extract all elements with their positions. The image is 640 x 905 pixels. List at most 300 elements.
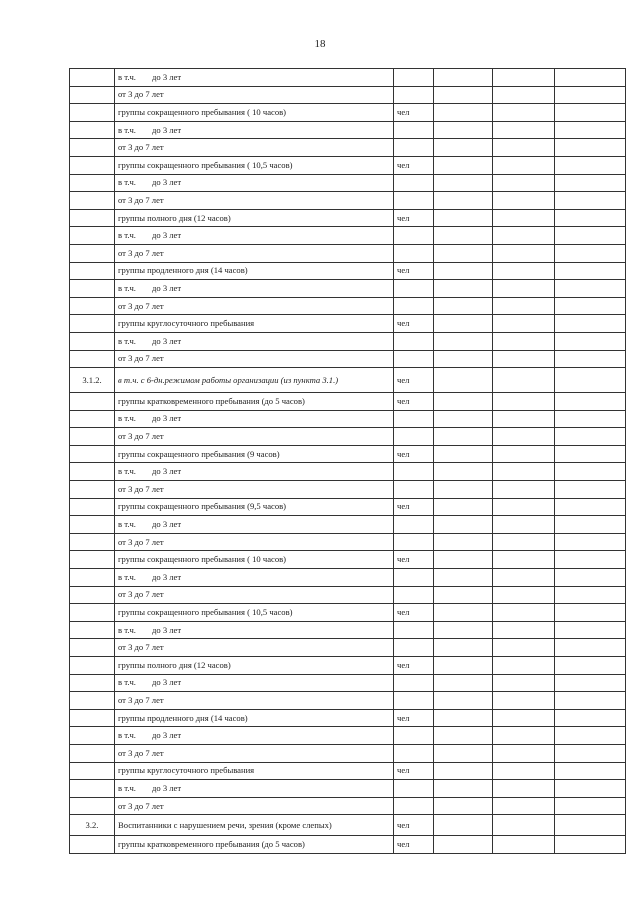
value-cell bbox=[555, 192, 626, 210]
unit-cell bbox=[394, 586, 434, 604]
unit-cell bbox=[394, 639, 434, 657]
indicator-cell: от 3 до 7 лет bbox=[115, 86, 394, 104]
indicator-cell bbox=[115, 121, 394, 139]
row-number-cell bbox=[70, 551, 115, 569]
unit-cell bbox=[394, 744, 434, 762]
value-cell bbox=[555, 604, 626, 622]
value-cell bbox=[555, 393, 626, 411]
row-number-cell bbox=[70, 463, 115, 481]
indicator-cell: группы сокращенного пребывания (9,5 часов) bbox=[115, 498, 394, 516]
value-cell bbox=[555, 280, 626, 298]
value-cell bbox=[493, 551, 555, 569]
row-number-cell bbox=[70, 297, 115, 315]
indicator-cell bbox=[115, 69, 394, 87]
report-table bbox=[69, 68, 626, 854]
unit-cell: чел bbox=[394, 836, 434, 854]
value-cell bbox=[555, 121, 626, 139]
value-cell bbox=[434, 445, 493, 463]
value-cell bbox=[493, 227, 555, 245]
indicator-cell: от 3 до 7 лет bbox=[115, 350, 394, 368]
including-label: в т.ч. bbox=[118, 413, 136, 424]
report-table-body bbox=[70, 69, 626, 854]
value-cell bbox=[434, 516, 493, 534]
value-cell bbox=[493, 262, 555, 280]
value-cell bbox=[493, 315, 555, 333]
value-cell bbox=[493, 498, 555, 516]
value-cell bbox=[434, 498, 493, 516]
value-cell bbox=[434, 836, 493, 854]
unit-cell: чел bbox=[394, 315, 434, 333]
value-cell bbox=[555, 621, 626, 639]
indicator-cell: Воспитанники с нарушением речи, зрения (кроме слепых) bbox=[115, 815, 394, 836]
value-cell bbox=[493, 586, 555, 604]
value-cell bbox=[434, 244, 493, 262]
including-label: в т.ч. bbox=[118, 677, 136, 688]
table-row bbox=[70, 280, 626, 298]
value-cell bbox=[493, 797, 555, 815]
including-label: в т.ч. bbox=[118, 230, 136, 241]
value-cell bbox=[555, 533, 626, 551]
value-cell bbox=[555, 639, 626, 657]
age-range-label: до 3 лет bbox=[152, 282, 182, 293]
indicator-cell: группы сокращенного пребывания (9 часов) bbox=[115, 445, 394, 463]
value-cell bbox=[555, 463, 626, 481]
value-cell bbox=[434, 227, 493, 245]
value-cell bbox=[493, 744, 555, 762]
unit-cell: чел bbox=[394, 393, 434, 411]
value-cell bbox=[434, 692, 493, 710]
value-cell bbox=[493, 368, 555, 393]
value-cell bbox=[434, 463, 493, 481]
value-cell bbox=[493, 481, 555, 499]
value-cell bbox=[434, 621, 493, 639]
row-number-cell bbox=[70, 727, 115, 745]
value-cell bbox=[555, 332, 626, 350]
value-cell bbox=[434, 815, 493, 836]
table-row bbox=[70, 692, 626, 710]
value-cell bbox=[493, 410, 555, 428]
indicator-cell: от 3 до 7 лет bbox=[115, 192, 394, 210]
indicator-cell: группы продленного дня (14 часов) bbox=[115, 262, 394, 280]
unit-cell bbox=[394, 280, 434, 298]
value-cell bbox=[555, 156, 626, 174]
row-number-cell bbox=[70, 780, 115, 798]
value-cell bbox=[493, 156, 555, 174]
value-cell bbox=[493, 244, 555, 262]
table-row bbox=[70, 104, 626, 122]
value-cell bbox=[434, 174, 493, 192]
including-label: в т.ч. bbox=[118, 71, 136, 82]
unit-cell bbox=[394, 227, 434, 245]
value-cell bbox=[555, 410, 626, 428]
row-number-cell bbox=[70, 315, 115, 333]
indicator-cell bbox=[115, 410, 394, 428]
table-row bbox=[70, 428, 626, 446]
row-number-cell bbox=[70, 156, 115, 174]
indicator-cell bbox=[115, 227, 394, 245]
value-cell bbox=[555, 209, 626, 227]
value-cell bbox=[555, 586, 626, 604]
indicator-cell: от 3 до 7 лет bbox=[115, 481, 394, 499]
table-row bbox=[70, 86, 626, 104]
unit-cell: чел bbox=[394, 368, 434, 393]
table-row bbox=[70, 657, 626, 675]
indicator-cell bbox=[115, 516, 394, 534]
row-number-cell bbox=[70, 350, 115, 368]
table-row bbox=[70, 709, 626, 727]
unit-cell: чел bbox=[394, 604, 434, 622]
table-row bbox=[70, 674, 626, 692]
table-row bbox=[70, 209, 626, 227]
age-range-label: до 3 лет bbox=[152, 677, 182, 688]
value-cell bbox=[434, 604, 493, 622]
unit-cell: чел bbox=[394, 445, 434, 463]
value-cell bbox=[555, 836, 626, 854]
table-row bbox=[70, 262, 626, 280]
unit-cell bbox=[394, 463, 434, 481]
including-label: в т.ч. bbox=[118, 282, 136, 293]
table-row bbox=[70, 463, 626, 481]
table-row bbox=[70, 445, 626, 463]
table-row bbox=[70, 551, 626, 569]
value-cell bbox=[555, 815, 626, 836]
indicator-cell: группы полного дня (12 часов) bbox=[115, 657, 394, 675]
row-number-cell bbox=[70, 709, 115, 727]
unit-cell bbox=[394, 727, 434, 745]
value-cell bbox=[555, 86, 626, 104]
including-label: в т.ч. bbox=[118, 624, 136, 635]
indicator-cell bbox=[115, 674, 394, 692]
table-row bbox=[70, 533, 626, 551]
table-row bbox=[70, 780, 626, 798]
age-range-label: до 3 лет bbox=[152, 124, 182, 135]
value-cell bbox=[555, 709, 626, 727]
value-cell bbox=[493, 463, 555, 481]
value-cell bbox=[493, 174, 555, 192]
value-cell bbox=[493, 350, 555, 368]
table-row bbox=[70, 121, 626, 139]
indicator-cell: группы полного дня (12 часов) bbox=[115, 209, 394, 227]
unit-cell bbox=[394, 69, 434, 87]
indicator-cell: группы круглосуточного пребывания bbox=[115, 762, 394, 780]
row-number-cell bbox=[70, 445, 115, 463]
value-cell bbox=[434, 192, 493, 210]
including-label: в т.ч. bbox=[118, 466, 136, 477]
value-cell bbox=[555, 139, 626, 157]
indicator-cell bbox=[115, 280, 394, 298]
value-cell bbox=[555, 262, 626, 280]
row-number-cell bbox=[70, 410, 115, 428]
table-row bbox=[70, 156, 626, 174]
unit-cell: чел bbox=[394, 262, 434, 280]
value-cell bbox=[434, 297, 493, 315]
unit-cell bbox=[394, 192, 434, 210]
table-row bbox=[70, 410, 626, 428]
indicator-cell bbox=[115, 174, 394, 192]
row-number-cell bbox=[70, 516, 115, 534]
table-row bbox=[70, 836, 626, 854]
row-number-cell bbox=[70, 227, 115, 245]
age-range-label: до 3 лет bbox=[152, 335, 182, 346]
age-range-label: до 3 лет bbox=[152, 624, 182, 635]
value-cell bbox=[493, 393, 555, 411]
indicator-cell: от 3 до 7 лет bbox=[115, 428, 394, 446]
value-cell bbox=[493, 69, 555, 87]
value-cell bbox=[493, 674, 555, 692]
unit-cell: чел bbox=[394, 498, 434, 516]
value-cell bbox=[434, 368, 493, 393]
indicator-cell: группы сокращенного пребывания ( 10,5 часов) bbox=[115, 156, 394, 174]
unit-cell: чел bbox=[394, 762, 434, 780]
value-cell bbox=[555, 657, 626, 675]
age-range-label: до 3 лет bbox=[152, 782, 182, 793]
value-cell bbox=[434, 674, 493, 692]
value-cell bbox=[555, 227, 626, 245]
table-row bbox=[70, 569, 626, 587]
value-cell bbox=[434, 481, 493, 499]
value-cell bbox=[434, 139, 493, 157]
indicator-cell: группы продленного дня (14 часов) bbox=[115, 709, 394, 727]
row-number-cell bbox=[70, 209, 115, 227]
including-label: в т.ч. bbox=[118, 730, 136, 741]
table-row bbox=[70, 604, 626, 622]
value-cell bbox=[434, 797, 493, 815]
indicator-cell: группы сокращенного пребывания ( 10,5 часов) bbox=[115, 604, 394, 622]
unit-cell bbox=[394, 481, 434, 499]
table-row bbox=[70, 227, 626, 245]
value-cell bbox=[434, 410, 493, 428]
value-cell bbox=[434, 332, 493, 350]
value-cell bbox=[555, 569, 626, 587]
value-cell bbox=[434, 104, 493, 122]
row-number-cell bbox=[70, 604, 115, 622]
value-cell bbox=[555, 69, 626, 87]
indicator-cell bbox=[115, 332, 394, 350]
value-cell bbox=[434, 586, 493, 604]
unit-cell bbox=[394, 410, 434, 428]
value-cell bbox=[555, 428, 626, 446]
value-cell bbox=[434, 639, 493, 657]
indicator-cell: от 3 до 7 лет bbox=[115, 297, 394, 315]
indicator-cell bbox=[115, 780, 394, 798]
unit-cell bbox=[394, 692, 434, 710]
value-cell bbox=[493, 692, 555, 710]
value-cell bbox=[434, 393, 493, 411]
page-number: 18 bbox=[314, 38, 326, 50]
row-number-cell bbox=[70, 586, 115, 604]
unit-cell bbox=[394, 780, 434, 798]
row-number-cell bbox=[70, 621, 115, 639]
table-row bbox=[70, 174, 626, 192]
value-cell bbox=[434, 569, 493, 587]
unit-cell bbox=[394, 533, 434, 551]
indicator-cell: группы круглосуточного пребывания bbox=[115, 315, 394, 333]
including-label: в т.ч. bbox=[118, 782, 136, 793]
age-range-label: до 3 лет bbox=[152, 571, 182, 582]
indicator-cell: в т.ч. с 6-дн.режимом работы организации (из пункта 3.1.) bbox=[115, 368, 394, 393]
table-row bbox=[70, 498, 626, 516]
row-number-cell bbox=[70, 280, 115, 298]
value-cell bbox=[434, 657, 493, 675]
row-number-cell bbox=[70, 498, 115, 516]
unit-cell: чел bbox=[394, 156, 434, 174]
table-row bbox=[70, 815, 626, 836]
value-cell bbox=[555, 780, 626, 798]
indicator-cell bbox=[115, 727, 394, 745]
value-cell bbox=[555, 350, 626, 368]
row-number-cell bbox=[70, 69, 115, 87]
row-number-cell bbox=[70, 569, 115, 587]
value-cell bbox=[434, 744, 493, 762]
value-cell bbox=[493, 569, 555, 587]
table-row bbox=[70, 315, 626, 333]
table-row bbox=[70, 744, 626, 762]
value-cell bbox=[434, 350, 493, 368]
age-range-label: до 3 лет bbox=[152, 230, 182, 241]
unit-cell bbox=[394, 332, 434, 350]
unit-cell: чел bbox=[394, 551, 434, 569]
unit-cell bbox=[394, 174, 434, 192]
table-row bbox=[70, 139, 626, 157]
table-row bbox=[70, 368, 626, 393]
value-cell bbox=[434, 762, 493, 780]
value-cell bbox=[434, 428, 493, 446]
row-number-cell bbox=[70, 674, 115, 692]
value-cell bbox=[493, 639, 555, 657]
value-cell bbox=[434, 280, 493, 298]
age-range-label: до 3 лет bbox=[152, 466, 182, 477]
row-number-cell bbox=[70, 244, 115, 262]
row-number-cell bbox=[70, 744, 115, 762]
indicator-cell: от 3 до 7 лет bbox=[115, 533, 394, 551]
value-cell bbox=[555, 297, 626, 315]
row-number-cell bbox=[70, 139, 115, 157]
unit-cell bbox=[394, 121, 434, 139]
row-number-cell bbox=[70, 192, 115, 210]
value-cell bbox=[555, 674, 626, 692]
including-label: в т.ч. bbox=[118, 571, 136, 582]
value-cell bbox=[555, 368, 626, 393]
table-row bbox=[70, 621, 626, 639]
value-cell bbox=[555, 797, 626, 815]
row-number-cell bbox=[70, 692, 115, 710]
value-cell bbox=[555, 174, 626, 192]
indicator-cell: группы кратковременного пребывания (до 5 часов) bbox=[115, 836, 394, 854]
value-cell bbox=[434, 709, 493, 727]
value-cell bbox=[493, 332, 555, 350]
value-cell bbox=[493, 121, 555, 139]
row-number-cell bbox=[70, 533, 115, 551]
value-cell bbox=[555, 516, 626, 534]
table-row bbox=[70, 481, 626, 499]
row-number-cell: 3.2. bbox=[70, 815, 115, 836]
value-cell bbox=[555, 692, 626, 710]
including-label: в т.ч. bbox=[118, 519, 136, 530]
unit-cell: чел bbox=[394, 104, 434, 122]
unit-cell bbox=[394, 350, 434, 368]
row-number-cell bbox=[70, 262, 115, 280]
value-cell bbox=[493, 139, 555, 157]
table-row bbox=[70, 586, 626, 604]
value-cell bbox=[434, 209, 493, 227]
indicator-cell: от 3 до 7 лет bbox=[115, 797, 394, 815]
value-cell bbox=[555, 315, 626, 333]
table-row bbox=[70, 69, 626, 87]
unit-cell bbox=[394, 516, 434, 534]
table-row bbox=[70, 797, 626, 815]
value-cell bbox=[493, 280, 555, 298]
indicator-cell: группы сокращенного пребывания ( 10 часов) bbox=[115, 104, 394, 122]
indicator-cell: от 3 до 7 лет bbox=[115, 692, 394, 710]
unit-cell bbox=[394, 139, 434, 157]
value-cell bbox=[493, 192, 555, 210]
row-number-cell bbox=[70, 481, 115, 499]
value-cell bbox=[493, 428, 555, 446]
table-row bbox=[70, 244, 626, 262]
unit-cell: чел bbox=[394, 657, 434, 675]
row-number-cell bbox=[70, 428, 115, 446]
value-cell bbox=[555, 104, 626, 122]
value-cell bbox=[493, 762, 555, 780]
unit-cell: чел bbox=[394, 815, 434, 836]
table-row bbox=[70, 393, 626, 411]
table-row bbox=[70, 350, 626, 368]
value-cell bbox=[555, 744, 626, 762]
value-cell bbox=[434, 156, 493, 174]
value-cell bbox=[493, 657, 555, 675]
including-label: в т.ч. bbox=[118, 335, 136, 346]
value-cell bbox=[555, 498, 626, 516]
unit-cell bbox=[394, 569, 434, 587]
value-cell bbox=[493, 836, 555, 854]
unit-cell bbox=[394, 621, 434, 639]
value-cell bbox=[434, 780, 493, 798]
unit-cell: чел bbox=[394, 209, 434, 227]
row-number-cell bbox=[70, 121, 115, 139]
value-cell bbox=[434, 533, 493, 551]
value-cell bbox=[493, 86, 555, 104]
value-cell bbox=[555, 762, 626, 780]
row-number-cell bbox=[70, 104, 115, 122]
table-row bbox=[70, 639, 626, 657]
value-cell bbox=[493, 516, 555, 534]
age-range-label: до 3 лет bbox=[152, 177, 182, 188]
table-row bbox=[70, 332, 626, 350]
including-label: в т.ч. bbox=[118, 177, 136, 188]
value-cell bbox=[434, 727, 493, 745]
indicator-cell: от 3 до 7 лет bbox=[115, 139, 394, 157]
age-range-label: до 3 лет bbox=[152, 519, 182, 530]
value-cell bbox=[434, 69, 493, 87]
value-cell bbox=[493, 780, 555, 798]
value-cell bbox=[555, 244, 626, 262]
age-range-label: до 3 лет bbox=[152, 730, 182, 741]
unit-cell bbox=[394, 86, 434, 104]
row-number-cell bbox=[70, 762, 115, 780]
value-cell bbox=[493, 209, 555, 227]
row-number-cell bbox=[70, 174, 115, 192]
value-cell bbox=[493, 445, 555, 463]
indicator-cell: от 3 до 7 лет bbox=[115, 586, 394, 604]
value-cell bbox=[555, 551, 626, 569]
value-cell bbox=[493, 621, 555, 639]
unit-cell bbox=[394, 297, 434, 315]
unit-cell: чел bbox=[394, 709, 434, 727]
value-cell bbox=[493, 727, 555, 745]
table-row bbox=[70, 516, 626, 534]
table-row bbox=[70, 762, 626, 780]
indicator-cell bbox=[115, 569, 394, 587]
